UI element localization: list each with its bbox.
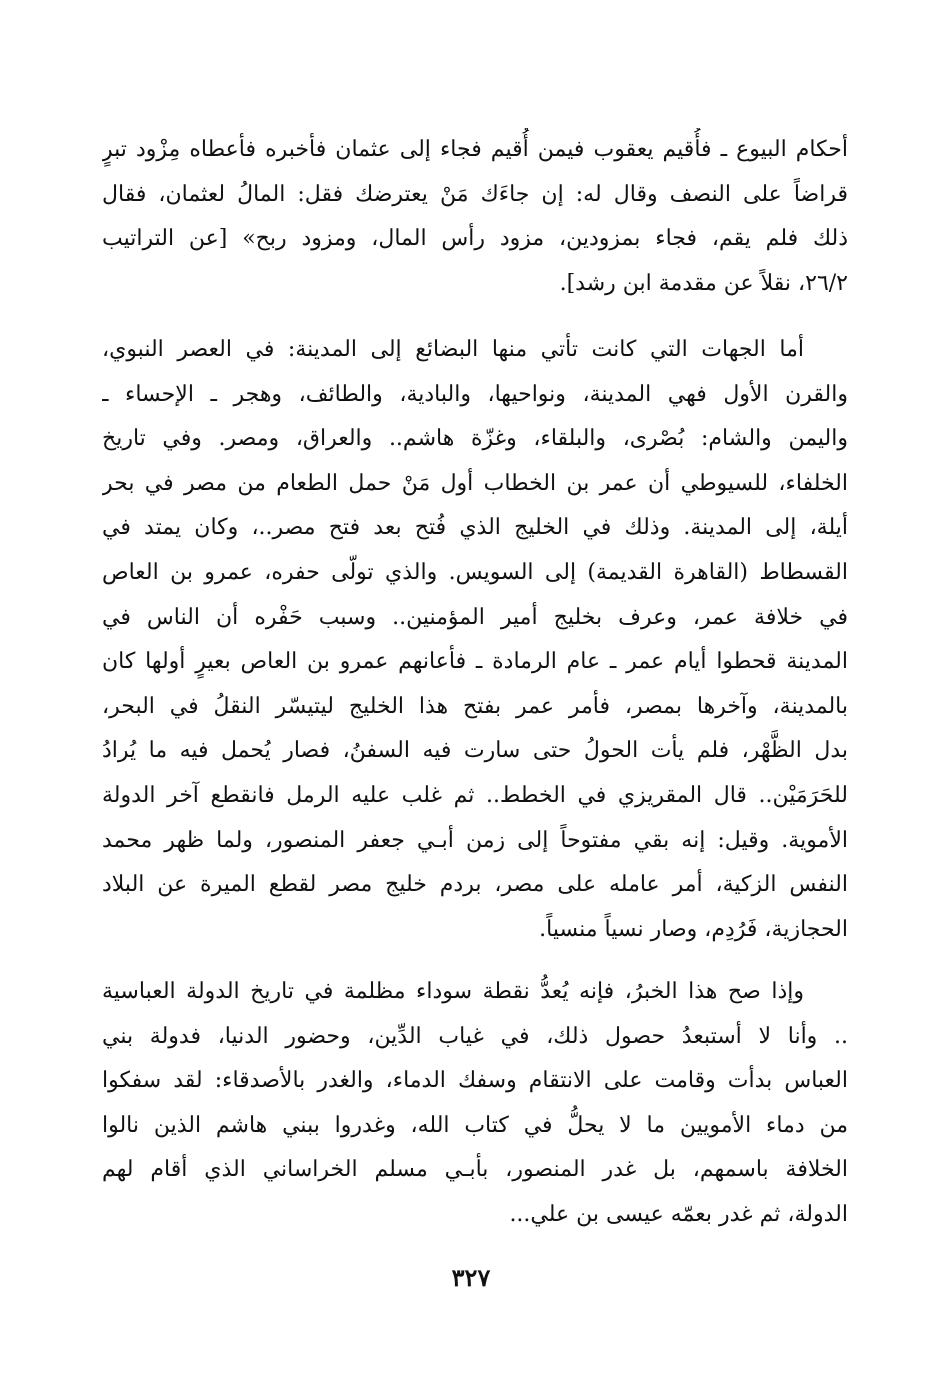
text-line: في خلافة عمر، وعرف بخليج أمير المؤمنين.. وسبب حَفْره أن الناس في bbox=[102, 604, 848, 630]
text-line: وإذا صح هذا الخبرُ، فإنه يُعدُّ نقطة سوداء مظلمة في تاريخ الدولة العباسية bbox=[102, 979, 804, 1004]
page-number: ٣٢٧ bbox=[451, 1263, 491, 1292]
text-line: الحجازية، فَرُدِم، وصار نسياً منسياً. bbox=[539, 916, 848, 942]
text-line: الأموية. وقيل: إنه بقي مفتوحاً إلى زمن أبـي جعفر المنصور، ولما ظهر محمد bbox=[102, 827, 848, 853]
text-line: بالمدينة، وآخرها بمصر، فأمر عمر بفتح هذا الخليج ليتيسّر النقلُ في البحر، bbox=[102, 693, 848, 719]
text-line: الدولة، ثم غدر بعمّه عيسى بن علي... bbox=[509, 1201, 848, 1227]
paragraph-2 bbox=[102, 328, 848, 952]
text-line: أحكام البيوع ـ فأُقيم يعقوب فيمن أُقيم فجاء إلى عثمان فأخبره فأعطاه مِزْود تبرٍ bbox=[102, 137, 848, 162]
text-line: النفس الزكية، أمر عامله على مصر، بردم خليج مصر لقطع الميرة عن البلاد bbox=[102, 872, 848, 898]
text-line: والقرن الأول فهي المدينة، ونواحيها، والبادية، والطائف، وهجر ـ الإحساء ـ bbox=[102, 381, 848, 407]
text-line: أيلة، إلى المدينة. وذلك في الخليج الذي فُتح بعد فتح مصر..، وكان يمتد في bbox=[102, 515, 848, 541]
text-line: ذلك فلم يقم، فجاء بمزودين، مزود رأس المال، ومزود ربح» [عن التراتيب bbox=[102, 226, 848, 252]
text-line: ٢٦/٢، نقلاً عن مقدمة ابن رشد]. bbox=[559, 270, 848, 296]
text-line: للحَرَمَيْن.. قال المقريزي في الخطط.. ثم غلب عليه الرمل فانقطع آخر الدولة bbox=[102, 782, 848, 808]
text-line: أما الجهات التي كانت تأتي منها البضائع إلى المدينة: في العصر النبوي، bbox=[102, 337, 804, 362]
text-line: من دماء الأمويين ما لا يحلُّ في كتاب الله، وغدروا ببني هاشم الذين نالوا bbox=[102, 1112, 848, 1138]
text-line: الخلافة باسمهم، بل غدر المنصور، بأبـي مسلم الخراساني الذي أقام لهم bbox=[102, 1157, 848, 1183]
text-line: الخلفاء، للسيوطي أن عمر بن الخطاب أول مَنْ حمل الطعام من مصر في بحر bbox=[102, 470, 848, 496]
text-line: بدل الظَّهْر، فلم يأت الحولُ حتى سارت فيه السفنُ، فصار يُحمل فيه ما يُرادُ bbox=[102, 738, 848, 764]
text-line: المدينة قحطوا أيام عمر ـ عام الرمادة ـ فأعانهم عمرو بن العاص بعيرٍ أولها كان bbox=[102, 649, 848, 675]
paragraph-1 bbox=[102, 128, 848, 306]
text-line: واليمن والشام: بُصْرى، والبلقاء، وغزّة هاشم.. والعراق، ومصر. وفي تاريخ bbox=[102, 426, 848, 452]
text-line: القسطاط (القاهرة القديمة) إلى السويس. والذي تولّى حفره، عمرو بن العاص bbox=[102, 559, 848, 585]
text-line: العباس بدأت وقامت على الانتقام وسفك الدماء، والغدر بالأصدقاء: لقد سفكوا bbox=[102, 1068, 848, 1094]
paragraph-3 bbox=[102, 970, 848, 1238]
text-line: .. وأنا لا أستبعدُ حصول ذلك، في غياب الدِّين، وحضور الدنيا، فدولة بني bbox=[102, 1023, 848, 1049]
text-line: قراضاً على النصف وقال له: إن جاءَك مَنْ يعترضك فقل: المالُ لعثمان، فقال bbox=[102, 181, 848, 207]
